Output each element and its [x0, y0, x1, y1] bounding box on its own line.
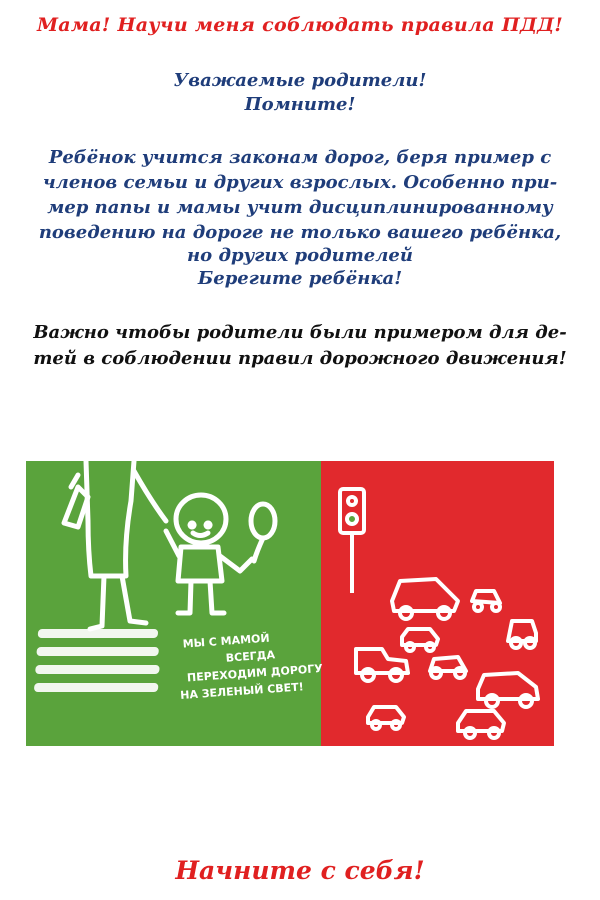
- paragraph-line: Берегите ребёнка!: [197, 268, 403, 289]
- poster-caption-line: МЫ С МАМОЙ: [182, 631, 270, 651]
- paragraph-line: но других родителей: [187, 245, 413, 266]
- important-line: тей в соблюдении правил дорожного движения!: [33, 348, 567, 369]
- paragraph-line: мер папы и мамы учит дисциплинированному: [47, 197, 553, 218]
- page-title: Мама! Научи меня соблюдать правила ПДД!: [36, 14, 564, 36]
- paragraph-line: Ребёнок учится законам дорог, беря пример с: [48, 147, 552, 168]
- poster-caption-line: ПЕРЕХОДИМ ДОРОГУ: [186, 661, 324, 685]
- remember-line: Помните!: [244, 94, 356, 115]
- paragraph-line: поведению на дороге не только вашего ребёнка,: [38, 222, 562, 243]
- important-line: Важно чтобы родители были примером для де-: [33, 322, 567, 343]
- poster-caption-line: НА ЗЕЛЕНЫЙ СВЕТ!: [179, 680, 305, 702]
- paragraph-line: членов семьи и других взрослых. Особенно при-: [42, 172, 558, 193]
- greeting-line: Уважаемые родители!: [173, 70, 427, 91]
- final-slogan: Начните с себя!: [175, 856, 425, 885]
- poster-caption-line: ВСЕГДА: [225, 648, 276, 665]
- poster-illustration: [26, 461, 554, 746]
